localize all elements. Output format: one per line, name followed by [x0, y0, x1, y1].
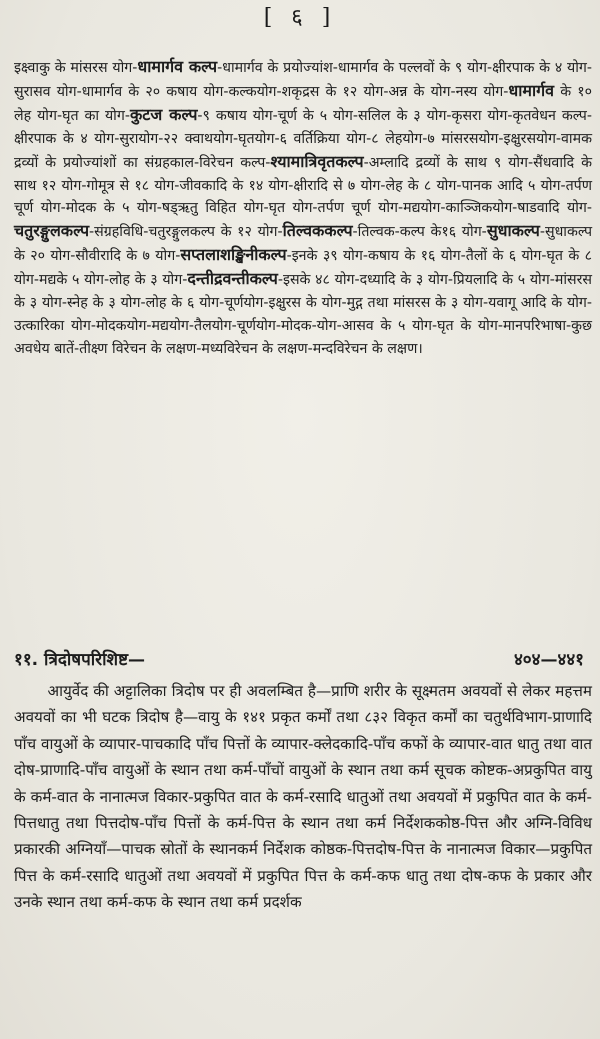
bold-heading: सप्तलाशङ्खिनीकल्प: [180, 245, 287, 265]
bold-heading: तिल्वककल्प: [282, 221, 353, 241]
text-segment: -इसके ४८ योग-दध्यादि के ३ योग-प्रियलादि के ५ योग-मांसरस के ३ योग-स्नेह के ३ योग-लोह के ६ योग-चूर्णयोग-इक्षुरस के योग-मुद्ग तथा मांसरस के ३ योग-यवागू आदि के योग-उत्कारिका योग-मोदकयोग-मद्ययोग-तैलयोग-चूर्णयोग-मोदक-योग-आसव के ५ योग-घृत के योग-मानपरिभाषा-कुछ अवधेय बातें-तीक्ष्ण विरेचन के लक्षण-मध्यविरेचन के लक्षण-मन्दविरेचन के लक्षण।: [14, 272, 592, 357]
bold-heading: सुधाकल्प: [486, 221, 540, 241]
page-number: [ ६ ]: [263, 5, 337, 30]
bold-heading: चतुरङ्गुलकल्प: [14, 221, 90, 241]
section-heading: [14, 646, 592, 674]
section1-paragraph: [14, 56, 592, 361]
section-page-range: ४०४—४४१: [513, 650, 584, 670]
text-segment: के १० लेह योग-घृत का योग-: [14, 83, 593, 124]
text-segment: -धामार्गव के प्रयोज्यांश-धामार्गव के पल्लवों के ९ योग-क्षीरपाक के ४ योग-सुरासव योग-धामार्गव के २० कषाय योग-कल्कयोग-शकृद्रस के १२ योग-अन्न के योग-नस्य योग-: [14, 60, 592, 100]
section-body-2: [14, 678, 592, 916]
bold-heading: कुटज कल्प: [129, 104, 198, 124]
bold-heading: श्यामात्रिवृतकल्प: [270, 151, 364, 171]
section-title: ११. त्रिदोषपरिशिष्ट—: [14, 650, 146, 670]
bold-heading: दन्तीद्रवन्तीकल्प: [187, 269, 278, 289]
text-segment: -सुधाकल्प के २० योग-सौवीरादि के ७ योग-: [14, 224, 593, 265]
text-segment: -तिल्वक-कल्प के१६ योग-: [352, 224, 487, 241]
text-segment: -९ कषाय योग-चूर्ण के ५ योग-सलिल के ३ योग-कृसरा योग-कृतवेधन कल्प-क्षीरपाक के ४ योग-सुरायोग-२२ क्वाथयोग-घृतयोग-६ वर्तिक्रिया योग-८ लेहयोग-७ मांसरसयोग-इक्षुरसयोग-वामक द्रव्यों के प्रयोज्यांशों का संग्रहकाल-विरेचन कल्प-: [14, 107, 592, 171]
bold-heading: धामार्गव: [508, 80, 555, 100]
text-segment: -इनके ३९ योग-कषाय के १६ योग-तैलों के ६ योग-घृत के ८ योग-मद्यके ५ योग-लोह के ३ योग-: [14, 248, 592, 289]
text-segment: -संग्रहविधि-चतुरङ्गुलकल्प के १२ योग-: [89, 224, 283, 241]
text-segment: -अम्लादि द्रव्यों के साथ ९ योग-सैंधवादि के साथ १२ योग-गोमूत्र से १८ योग-जीवकादि के १४ योग-क्षीरादि से ७ योग-लेह के ८ योग-पानक आदि ५ योग-तर्पण चूर्ण योग-मोदक के ५ योग-षड्ऋतु विहित योग-घृत योग-तर्पण चूर्ण योग-मद्ययोग-काञ्जिकयोग-षाडवादि योग-: [14, 154, 592, 217]
section2-paragraph: आयुर्वेद की अट्टालिका त्रिदोष पर ही अवलम्बित है—प्राणि शरीर के सूक्ष्मतम अवयवों से लेकर महत्तम अवयवों का भी घटक त्रिदोष है—वायु के १४१ प्रकृत कर्मों तथा ८३२ विकृत कर्मों का चतुर्थविभाग-प्राणादि पाँच वायुओं के व्यापार-पाचकादि पाँच पित्तों के व्यापार-क्लेदकादि-पाँच कफों के व्यापार-वात धातु तथा वात दोष-प्राणादि-पाँच वायुओं के स्थान तथा कर्म-पाँचों वायुओं के स्थान तथा कर्म सूचक कोष्टक-अप्रकुपित वायु के कर्म-वात के नानात्मज विकार-प्रकुपित वात के कर्म-रसादि धातुओं तथा अवयवों में प्रकुपित वात के कर्म-पित्तधातु तथा पित्तदोष-पाँच पित्तों के कर्म-पित्त के स्थान तथा कर्म निर्देशककोष्ठ-पित्त और अग्नि-विविध प्रकारकी अग्नियाँ—पाचक स्रोतों के स्थानकर्म निर्देशक कोष्ठक-पित्तदोष-पित्त के नानात्मज विकार—प्रकुपित पित्त के कर्म-रसादि धातुओं तथा अवयवों में प्रकुपित पित्त के कर्म-कफ धातु तथा दोष-कफ के प्रकार और उनके स्थान तथा कर्म-कफ के स्थान तथा कर्म प्रदर्शक: [14, 682, 592, 912]
bold-heading: धामार्गव कल्प: [137, 57, 218, 76]
section-body-1: [14, 56, 592, 361]
text-segment: इक्ष्वाकु के मांसरस योग-: [14, 60, 138, 76]
